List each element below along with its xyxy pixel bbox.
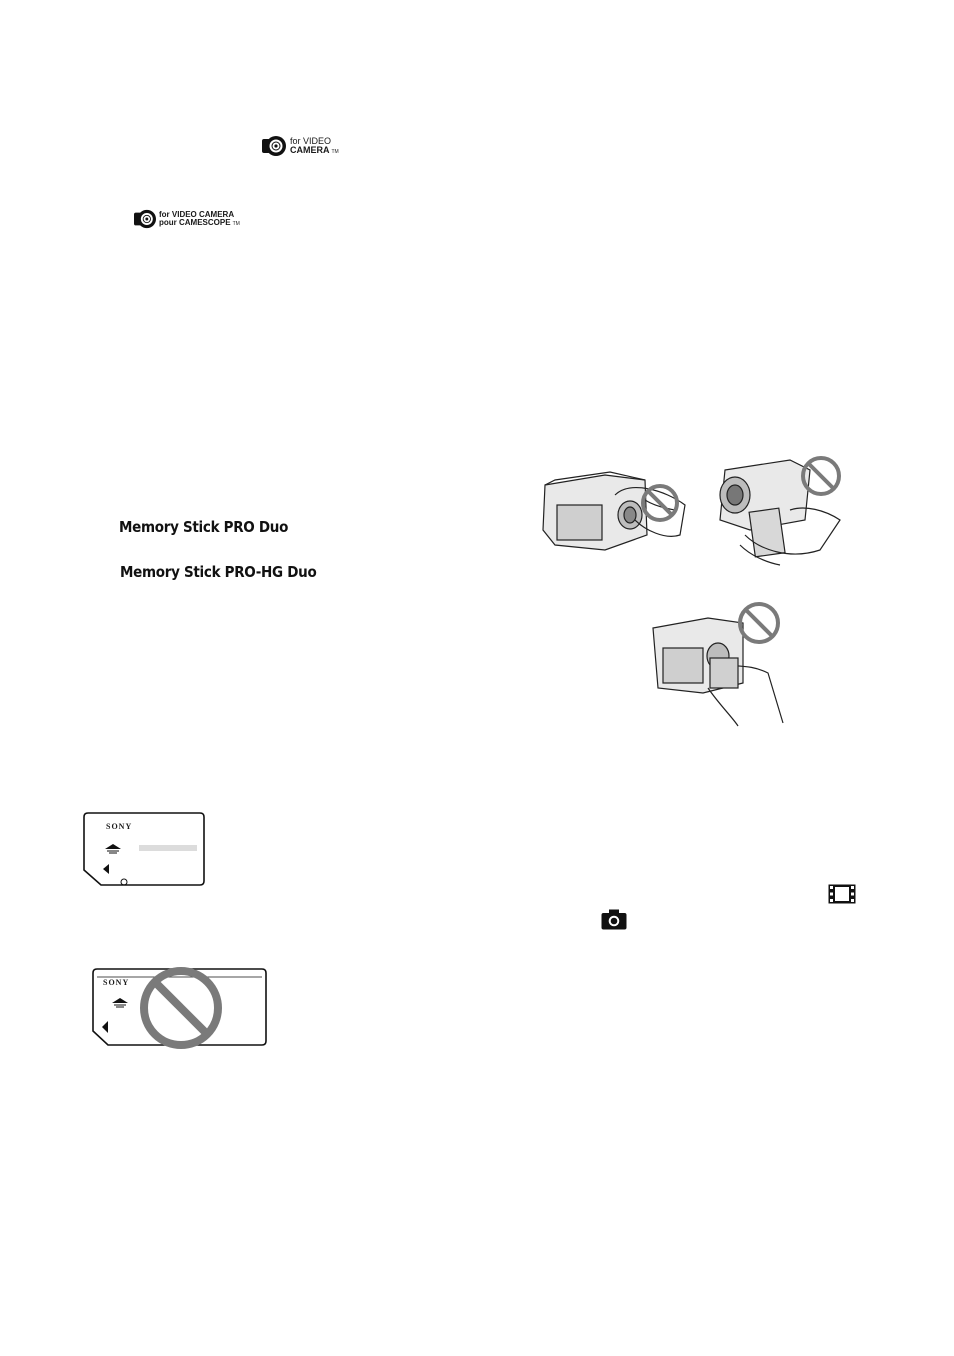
- prohibition-icon: [737, 601, 781, 645]
- prohibition-icon: [138, 965, 224, 1051]
- memory-stick-pro-duo-logo: Memory Stick PRO Duo: [119, 518, 289, 536]
- prohibition-icon: [640, 483, 680, 523]
- video-camera-camescope-logo: [133, 208, 240, 230]
- card-brand: SONY: [103, 978, 130, 987]
- prohibition-icon: [800, 455, 842, 497]
- logo-tm: TM: [232, 221, 240, 227]
- logo-line2: CAMERA: [290, 145, 330, 155]
- logo-line2: pour CAMESCOPE: [159, 218, 231, 227]
- film-icon: [828, 884, 856, 904]
- camera-icon: [601, 909, 627, 930]
- video-camera-logo: [261, 133, 339, 159]
- card-brand: SONY: [106, 822, 133, 831]
- logo-line1: for VIDEO: [290, 136, 332, 146]
- logo-line1: for VIDEO CAMERA: [159, 210, 235, 219]
- logo-tm: TM: [331, 149, 339, 155]
- memory-stick-standard-card: [92, 967, 268, 1047]
- disc-camera-icon: [261, 133, 287, 159]
- memory-stick-pro-hg-duo-logo: Memory Stick PRO-HG Duo: [120, 563, 317, 581]
- disc-camera-icon: [133, 208, 157, 230]
- memory-stick-duo-card: [83, 812, 205, 886]
